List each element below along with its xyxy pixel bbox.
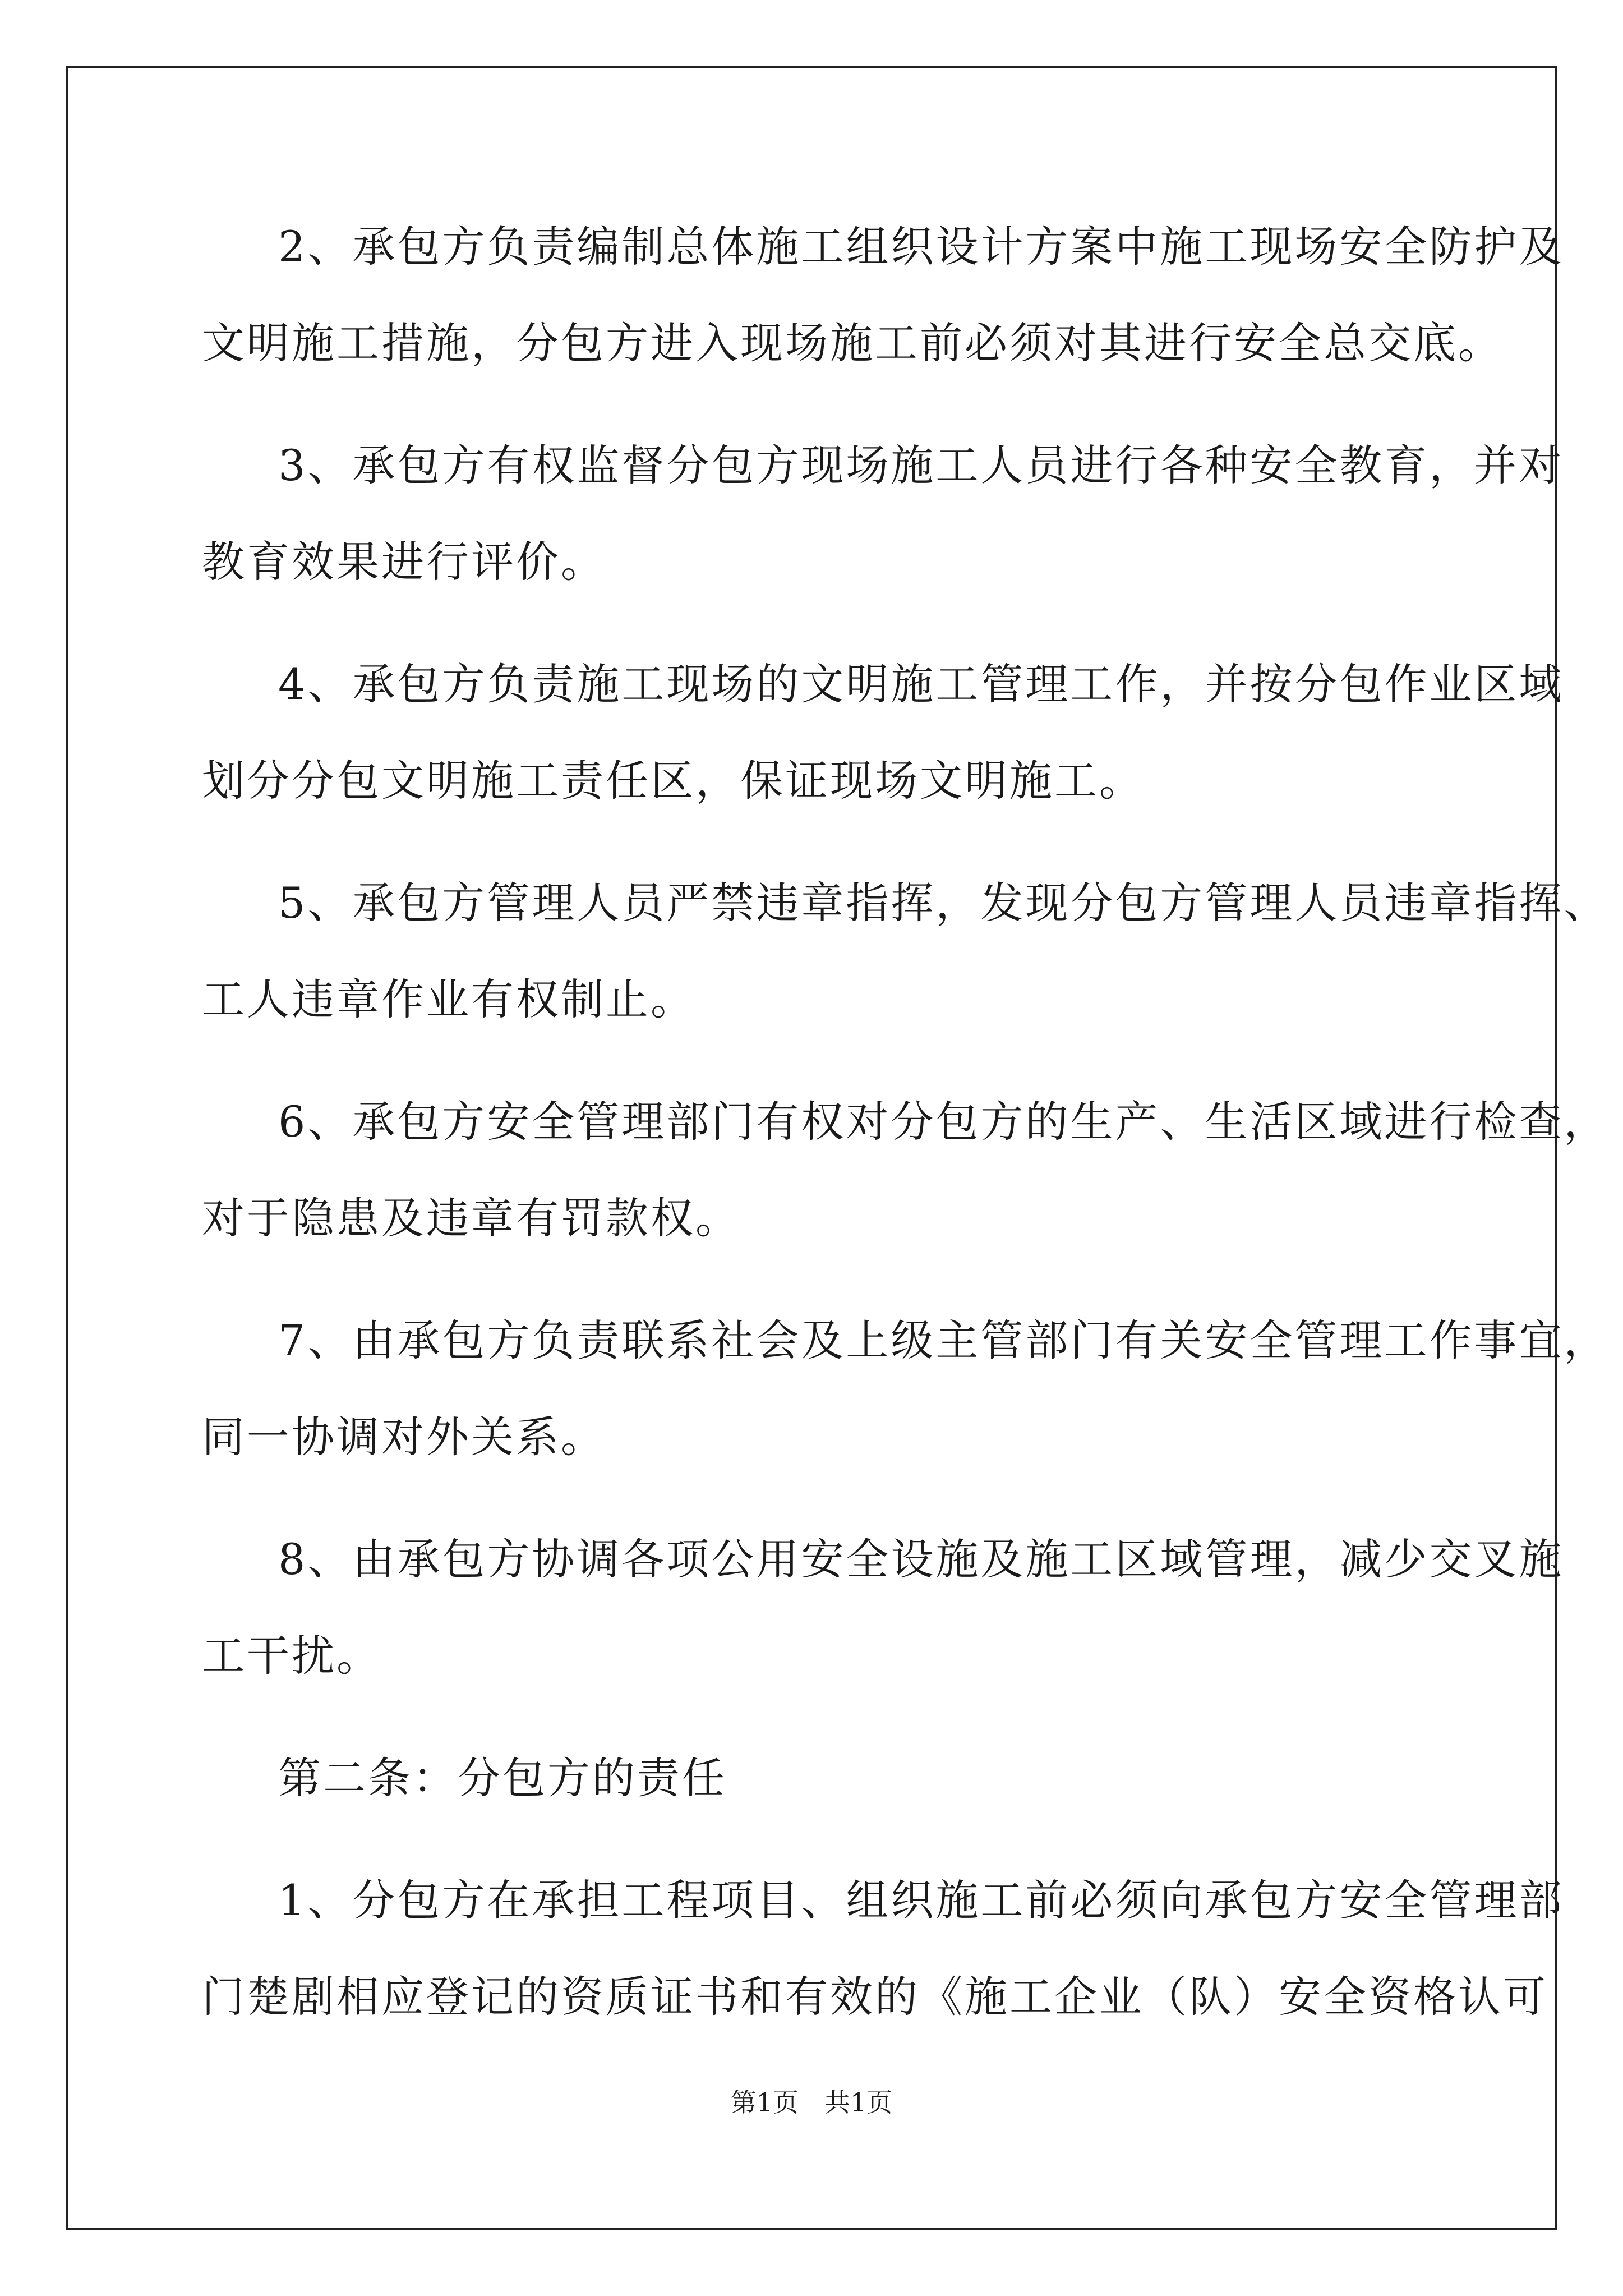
paragraph-line: 门楚剧相应登记的资质证书和有效的《施工企业（队）安全资格认可 — [202, 1972, 1548, 2022]
paragraph-line: 同一协调对外关系。 — [202, 1412, 606, 1462]
paragraph-line: 划分分包文明施工责任区，保证现场文明施工。 — [202, 756, 1144, 806]
paragraph-line: 工干扰。 — [202, 1631, 381, 1681]
paragraph-line: 文明施工措施，分包方进入现场施工前必须对其进行安全总交底。 — [202, 318, 1503, 368]
paragraph-line: 工人违章作业有权制止。 — [202, 974, 695, 1024]
paragraph-line: 8、由承包方协调各项公用安全设施及施工区域管理，减少交叉施 — [278, 1534, 1564, 1584]
paragraph-line: 5、承包方管理人员严禁违章指挥，发现分包方管理人员违章指挥、 — [278, 878, 1609, 928]
paragraph-line: 4、承包方负责施工现场的文明施工管理工作，并按分包作业区域 — [278, 659, 1564, 709]
paragraph-line: 3、承包方有权监督分包方现场施工人员进行各种安全教育，并对 — [278, 440, 1564, 490]
paragraph-line: 对于隐患及违章有罚款权。 — [202, 1193, 740, 1243]
paragraph-line: 2、承包方负责编制总体施工组织设计方案中施工现场安全防护及 — [278, 222, 1564, 272]
page-number-footer: 第1页 共1页 — [730, 2087, 893, 2118]
paragraph-line: 7、由承包方负责联系社会及上级主管部门有关安全管理工作事宜， — [278, 1315, 1609, 1365]
paragraph-line: 教育效果进行评价。 — [202, 537, 606, 587]
paragraph-line: 6、承包方安全管理部门有权对分包方的生产、生活区域进行检查， — [278, 1097, 1609, 1147]
paragraph-line: 1、分包方在承担工程项目、组织施工前必须向承包方安全管理部 — [278, 1875, 1564, 1925]
section-heading: 第二条：分包方的责任 — [278, 1753, 727, 1803]
